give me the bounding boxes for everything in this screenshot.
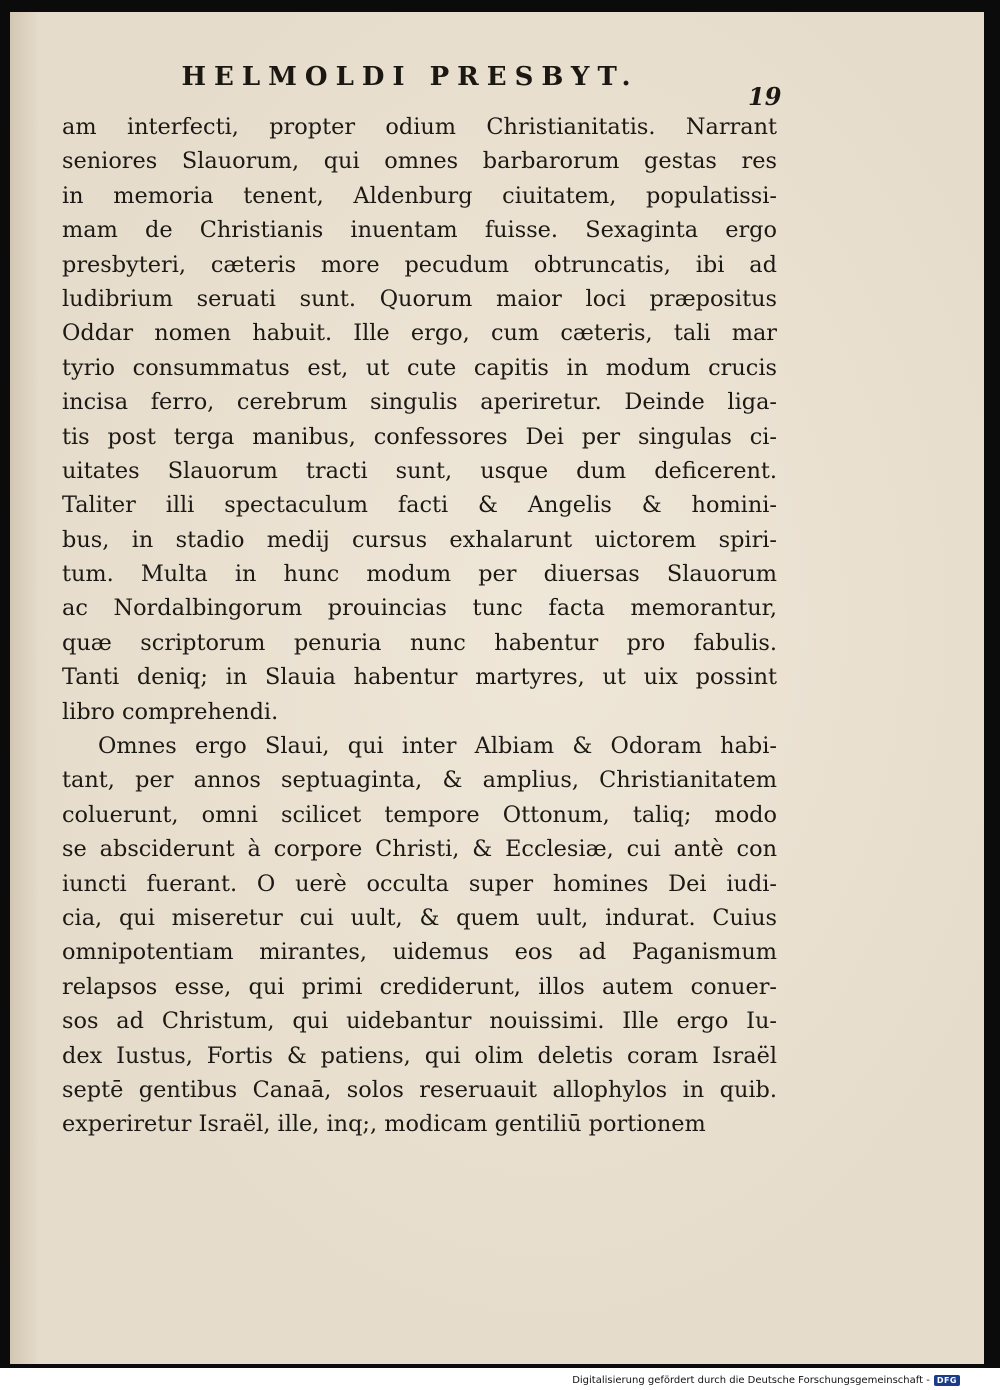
text-line: ludibrium seruati sunt. Quorum maior loci præpositus: [62, 285, 777, 312]
text-line: Omnes ergo Slaui, qui inter Albiam & Odoram habi-: [98, 733, 777, 760]
text-line: se absciderunt à corpore Christi, & Ecclesiæ, cui antè con: [62, 836, 777, 863]
text-line: iuncti fuerant. O uerè occulta super homines Dei iudi-: [62, 870, 777, 897]
text-line: am interfecti, propter odium Christianitatis. Narrant: [62, 114, 777, 140]
body-text: [62, 110, 777, 1142]
text-line: Oddar nomen habuit. Ille ergo, cum cæteris, tali mar: [62, 320, 777, 347]
footer-credit: Digitalisierung gefördert durch die Deutsche Forschungsgemeinschaft -: [572, 1374, 930, 1386]
text-line: dex Iustus, Fortis & patiens, qui olim deletis coram Israël: [62, 1042, 777, 1069]
text-line: seniores Slauorum, qui omnes barbarorum gestas res: [62, 148, 777, 175]
text-line: experiretur Israël, ille, inq;, modicam gentiliū portionem: [62, 1111, 706, 1138]
text-line: relapsos esse, qui primi crediderunt, illos autem conuer-: [62, 973, 777, 1000]
text-line: libro comprehendi.: [62, 698, 279, 725]
text-line: incisa ferro, cerebrum singulis aperiretur. Deinde liga-: [62, 389, 777, 416]
text-line: bus, in stadio medij cursus exhalarunt uictorem spiri-: [62, 526, 777, 553]
text-line: omnipotentiam mirantes, uidemus eos ad Paganismum: [62, 939, 777, 966]
text-line: tum. Multa in hunc modum per diuersas Slauorum: [62, 561, 777, 588]
text-line: mam de Christianis inuentam fuisse. Sexaginta ergo: [62, 217, 777, 244]
text-line: cia, qui miseretur cui uult, & quem uult, indurat. Cuius: [62, 904, 777, 931]
text-line: tis post terga manibus, confessores Dei per singulas ci-: [62, 423, 777, 450]
text-line: sos ad Christum, qui uidebantur nouissimi. Ille ergo Iu-: [62, 1008, 777, 1035]
running-head: HELMOLDI PRESBYT.: [181, 62, 639, 92]
page-number: 19: [748, 82, 782, 111]
text-line: in memoria tenent, Aldenburg ciuitatem, populatissi-: [62, 182, 777, 209]
text-line: coluerunt, omni scilicet tempore Ottonum, taliq; modo: [62, 801, 777, 828]
text-line: tyrio consummatus est, ut cute capitis in modum crucis: [62, 354, 777, 381]
text-line: ac Nordalbingorum prouincias tunc facta memorantur,: [62, 595, 777, 622]
dfg-logo: DFG: [934, 1375, 960, 1386]
text-line: presbyteri, cæteris more pecudum obtruncatis, ibi ad: [62, 251, 777, 278]
text-line: uitates Slauorum tracti sunt, usque dum deficerent.: [62, 457, 777, 484]
text-line: septē gentibus Canaā, solos reseruauit allophylos in quib.: [62, 1076, 777, 1103]
text-line: Taliter illi spectaculum facti & Angelis & homini-: [62, 492, 777, 519]
text-line: tant, per annos septuaginta, & amplius, Christianitatem: [62, 767, 777, 794]
text-line: quæ scriptorum penuria nunc habentur pro fabulis.: [62, 629, 777, 656]
text-line: Tanti deniq; in Slauia habentur martyres, ut uix possint: [62, 664, 777, 691]
footer: [572, 1372, 960, 1388]
book-page: [10, 12, 984, 1364]
